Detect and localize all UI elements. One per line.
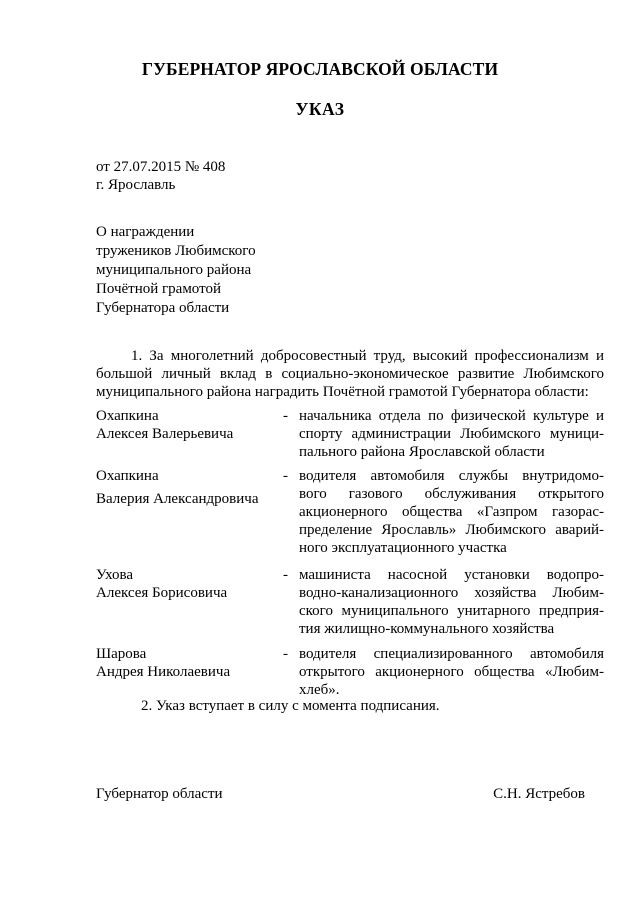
awardee-dash: - bbox=[283, 408, 288, 424]
position-line: тия жилищно-коммунального хозяйства bbox=[299, 621, 555, 637]
awardee-name bbox=[96, 467, 281, 508]
position-line: хлеб». bbox=[299, 682, 340, 698]
awardee-position bbox=[299, 645, 604, 699]
paragraph-2: 2. Указ вступает в силу с момента подписания. bbox=[141, 698, 440, 714]
subject-line: муниципального района bbox=[96, 262, 252, 278]
awardee-name bbox=[96, 407, 281, 443]
signature-title: Губернатор области bbox=[96, 786, 223, 802]
awardee-given-names: Валерия Александровича bbox=[96, 491, 259, 507]
position-line: начальника отдела по физической культуре и bbox=[299, 408, 604, 424]
subject-line: Губернатора области bbox=[96, 300, 230, 316]
awardee-given-names: Алексея Борисовича bbox=[96, 585, 228, 601]
awardee-surname: Ухова bbox=[96, 567, 134, 583]
date-number: от 27.07.2015 № 408 bbox=[96, 159, 226, 175]
awardee-given-names: Андрея Николаевича bbox=[96, 664, 231, 680]
position-line: водителя автомобиля службы внутридомо- bbox=[299, 468, 604, 484]
document-subject bbox=[96, 223, 356, 318]
position-line: открытого акционерного общества «Любим- bbox=[299, 664, 604, 680]
position-line: пределение Ярославль» Любимского аварий- bbox=[299, 522, 604, 538]
city: г. Ярославль bbox=[96, 177, 176, 193]
awardee-name bbox=[96, 566, 281, 602]
subject-line: О награждении bbox=[96, 224, 195, 240]
awardee-surname: Охапкина bbox=[96, 408, 159, 424]
awardee-given-names: Алексея Валерьевича bbox=[96, 426, 234, 442]
document-header: ГУБЕРНАТОР ЯРОСЛАВСКОЙ ОБЛАСТИ bbox=[141, 59, 499, 79]
awardee-surname: Охапкина bbox=[96, 468, 159, 484]
awardee-position bbox=[299, 467, 604, 557]
signature-name: С.Н. Ястребов bbox=[493, 786, 585, 802]
position-line: вого газового обслуживания открытого bbox=[299, 486, 604, 502]
position-line: акционерного общества «Газпром газорас- bbox=[299, 504, 604, 520]
position-line: машиниста насосной установки водопро- bbox=[299, 567, 604, 583]
awardee-surname: Шарова bbox=[96, 646, 147, 662]
position-line: водно-канализационного хозяйства Любим- bbox=[299, 585, 604, 601]
position-line: спорту администрации Любимского муници- bbox=[299, 426, 604, 442]
awardee-position bbox=[299, 566, 604, 638]
position-line: пального района Ярославской области bbox=[299, 444, 545, 460]
subject-line: тружеников Любимского bbox=[96, 243, 256, 259]
awardee-dash: - bbox=[283, 567, 288, 583]
position-line: ного эксплуатационного участка bbox=[299, 540, 507, 556]
position-line: ского муниципального унитарного предприя- bbox=[299, 603, 604, 619]
subject-line: Почётной грамотой bbox=[96, 281, 221, 297]
paragraph-1: 1. За многолетний добросовестный труд, высокий профессионализм и большой личный вклад в социально-экономическое развитие Любимского муниципального района наградить Почётной грамотой Губернатора области: bbox=[96, 348, 604, 400]
position-line: водителя специализированного автомобиля bbox=[299, 646, 604, 662]
awardee-position bbox=[299, 407, 604, 461]
document-type-title: УКАЗ bbox=[295, 99, 345, 119]
awardee-dash: - bbox=[283, 646, 288, 662]
awardee-dash: - bbox=[283, 468, 288, 484]
awardee-name bbox=[96, 645, 281, 681]
